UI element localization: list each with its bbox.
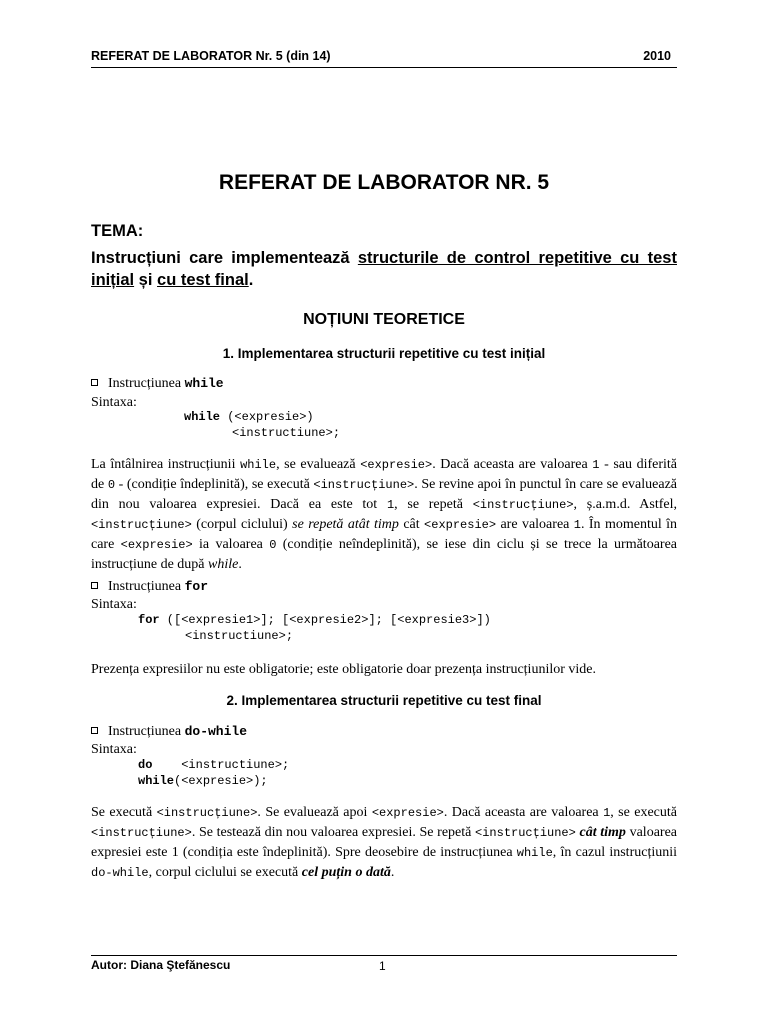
dowhile-bullet-item: Instrucțiunea do-while [91,724,247,740]
bullet-square-icon [91,582,98,589]
document-title: REFERAT DE LABORATOR NR. 5 [218,171,550,194]
bullet-square-icon [91,379,98,386]
dowhile-syntax-label: Sintaxa: [91,742,137,757]
while-bullet-item: Instrucțiunea while [91,376,224,392]
header-title: REFERAT DE LABORATOR Nr. 5 (din 14) [91,49,331,63]
while-syntax-label: Sintaxa: [91,395,137,410]
while-code-line-2: <instructiune>; [232,426,341,440]
subsection-title-2: 2. Implementarea structurii repetitive cu test final [226,693,542,708]
while-explanation: La întâlnirea instrucțiunii while, se evaluează <expresie>. Dacă aceasta are valoarea 1 - sau diferită de 0 - (condiție îndeplinită), se execută <instrucțiune>. Se revine apoi în punctul în care se evaluează din nou valoarea expresiei. Dacă ea este tot 1, se repetă <instrucțiune>, ș.a.m.d. Astfel, <instrucțiune> (corpul ciclului) se repetă atât timp cât <expresie> are valoarea 1. În momentul în care <expresie> ia valoarea 0 (condiție neîndeplinită), se iese din ciclu și se trece la următoarea instrucțiune de după while. [91,457,678,572]
for-syntax-label: Sintaxa: [91,597,137,612]
for-explanation: Prezența expresiilor nu este obligatorie; este obligatorie doar prezența instrucțiunilor vide. [91,662,596,677]
footer-author: Autor: Diana Ştefănescu [91,958,231,972]
for-code-line-1: for ([<expresie1>]; [<expresie2>]; [<expresie3>]) [138,613,491,627]
footer-divider [91,955,677,956]
for-code-line-2: <instructiune>; [185,629,294,643]
page-header [91,49,677,68]
subsection-title-1: 1. Implementarea structurii repetitive cu test inițial [222,346,546,361]
dowhile-code-line-1: do <instructiune>; [138,758,290,772]
topic-statement: Instrucțiuni care implementează structurile de control repetitive cu test inițial și cu test final. [91,249,677,289]
dowhile-code-line-2: while(<expresie>); [138,774,268,788]
section-title: NOȚIUNI TEORETICE [303,311,465,328]
page-number: 1 [379,959,386,973]
bullet-square-icon [91,727,98,734]
dowhile-explanation: Se execută <instrucțiune>. Se evaluează apoi <expresie>. Dacă aceasta are valoarea 1, se execută <instrucțiune>. Se testează din nou valoarea expresiei. Se repetă <instrucțiune> cât timp valoarea expresiei este 1 (condiția este îndeplinită). Spre deosebire de instrucțiunea while, în cazul instrucțiunii do-while, corpul ciclului se execută cel puțin o dată. [91,805,678,880]
header-year: 2010 [643,49,671,63]
while-code-line-1: while (<expresie>) [184,410,314,424]
tema-label: TEMA: [91,222,144,240]
for-bullet-item: Instrucțiunea for [91,579,208,595]
